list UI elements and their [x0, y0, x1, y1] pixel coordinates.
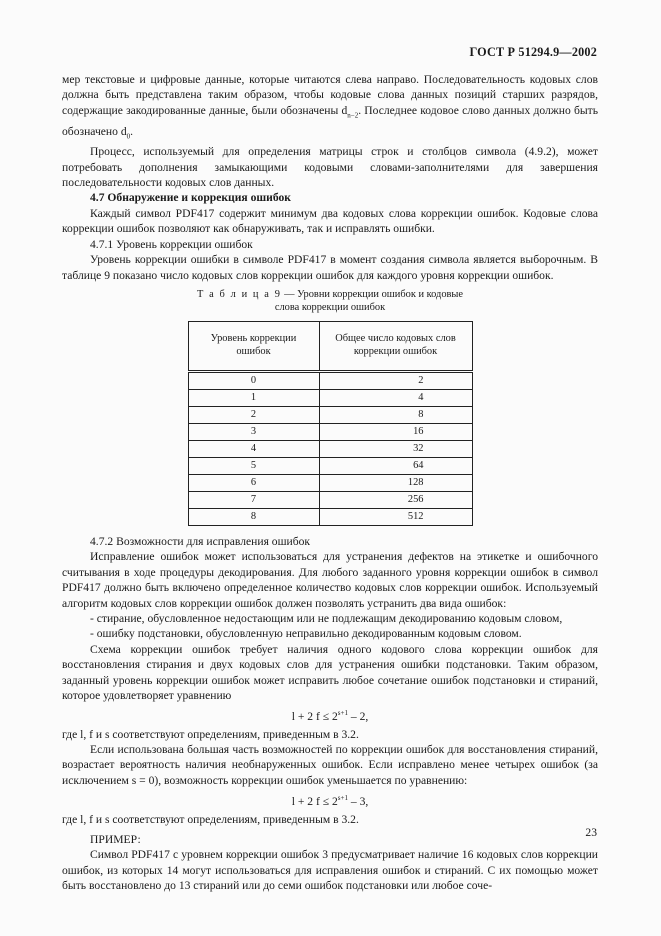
list-item-substitution: - ошибку подстановки, обусловленную неправильно декодированным кодовым словом. — [90, 627, 522, 641]
level-cell: 7 — [188, 491, 319, 508]
count-cell: 4 — [319, 389, 472, 406]
para1-mid: . Последнее кодовое слово данных должно быть обозначено d — [62, 103, 599, 138]
count-cell: 256 — [319, 491, 472, 508]
table-caption-line1: Т а б л и ц а 9 — Уровни коррекции ошибок и кодовые — [196, 288, 464, 300]
example-label: ПРИМЕР: — [90, 832, 141, 846]
table-row — [188, 406, 472, 423]
error-correction-table — [188, 321, 473, 526]
level-cell: 0 — [188, 371, 319, 389]
paragraph-correction: Исправление ошибок может использоваться для устранения дефектов на этикетке и ошибочного считывания в ходе процедуры декодирования. Для любого заданного уровня коррекции ошибок в символ PDF417 должно быть включено определенное количество кодовых слов коррекции ошибок. Используемый алгоритм кодовых слов коррекции ошибок должен позволять устранить два вида ошибок: — [62, 550, 598, 610]
table-row — [188, 423, 472, 440]
table-caption — [62, 288, 598, 314]
formula-1: l + 2 $f \le 2^{s+1} - 2$, — [291, 709, 369, 724]
subsection-heading-1: 4.7.1 Уровень коррекции ошибок — [90, 237, 253, 251]
count-cell: 512 — [319, 508, 472, 525]
para1-subscript-2: 0 — [126, 131, 131, 140]
para1-subscript: n−2 — [347, 111, 359, 120]
page-content — [62, 72, 598, 894]
count-cell: 2 — [319, 371, 472, 389]
count-cell: 16 — [319, 423, 472, 440]
count-cell: 32 — [319, 440, 472, 457]
table-body — [188, 371, 472, 525]
paragraph-capacity: Если использована большая часть возможностей по коррекции ошибок для восстановления стираний, возрастает вероятность наличия необнаруженных ошибок. Если исправлено менее четырех ошибок (за исключением s = 0), возможность коррекции ошибок уменьшается по уравнению: — [62, 743, 598, 787]
count-cell: 64 — [319, 457, 472, 474]
formula-2: l + 2 $f \le 2^{s+1} - 3$, — [291, 794, 369, 809]
table-row — [188, 474, 472, 491]
paragraph-continuation — [62, 72, 598, 144]
level-cell: 1 — [188, 389, 319, 406]
table-header-row — [188, 321, 472, 371]
column-header-count: Общее число кодовых слов коррекции ошибок — [319, 321, 472, 371]
section-heading: 4.7 Обнаружение и коррекция ошибок — [90, 191, 291, 205]
level-cell: 4 — [188, 440, 319, 457]
para1-text: мер текстовые и цифровые данные, которые читаются слева направо. Последовательность кодовых слов должна быть представлена таким образом, чтобы кодовые слова данных позиций старших разрядов, содержащие закодированные данные, были обозначены d — [62, 73, 598, 117]
level-cell: 8 — [188, 508, 319, 525]
table-row — [188, 508, 472, 525]
page-number: 23 — [585, 826, 597, 839]
formula-2-definition: где l, f и s соответствуют определениям, приведенным в 3.2. — [62, 812, 359, 826]
paragraph-scheme: Схема коррекции ошибок требует наличия одного кодового слова коррекции ошибок для восстановления стирания и двух кодовых слов для устранения ошибки подстановки. Таким образом, заданный уровень коррекции ошибок может исправить любое сочетание ошибок подстановки и стираний, которое удовлетворяет уравнению — [62, 642, 598, 702]
paragraph-process: Процесс, используемый для определения матрицы строк и столбцов символа (4.9.2), может потребовать дополнения замыкающими кодовыми словами-заполнителями для завершения последовательности кодовых слов данных. — [62, 145, 598, 190]
table-row — [188, 491, 472, 508]
formula-1-definition: где l, f и s соответствуют определениям, приведенным в 3.2. — [62, 727, 359, 741]
level-cell: 2 — [188, 406, 319, 423]
level-cell: 5 — [188, 457, 319, 474]
table-row — [188, 457, 472, 474]
level-cell: 6 — [188, 474, 319, 491]
count-cell: 8 — [319, 406, 472, 423]
column-header-level: Уровень коррекции ошибок — [188, 321, 319, 371]
para1-end: . — [130, 124, 134, 138]
level-cell: 3 — [188, 423, 319, 440]
paragraph-level: Уровень коррекции ошибки в символе PDF417 в момент создания символа является выборочным. В таблице 9 показано число кодовых слов коррекции ошибок для каждого уровня коррекции ошибок. — [62, 253, 598, 282]
paragraph-example: Символ PDF417 с уровнем коррекции ошибок 3 предусматривает наличие 16 кодовых слов коррекции ошибок, из которых 14 могут использоваться для исправления ошибок и стираний. С их помощью может быть восстановлено до 13 стираний или до семи ошибок подстановки или любое соче- — [62, 848, 598, 893]
paragraph-symbol: Каждый символ PDF417 содержит минимум два кодовых слова коррекции ошибок. Кодовые слова коррекции ошибок позволяют как обнаруживать, так и исправлять ошибки. — [62, 206, 598, 236]
count-cell: 128 — [319, 474, 472, 491]
table-row — [188, 440, 472, 457]
table-row — [188, 389, 472, 406]
document-header: ГОСТ Р 51294.9—2002 — [469, 45, 597, 59]
table-caption-line2: слова коррекции ошибок — [274, 301, 386, 313]
list-item-erasure: - стирание, обусловленное недостающим или не подлежащим декодированию кодовым словом, — [90, 611, 563, 625]
subsection-heading-2: 4.7.2 Возможности для исправления ошибок — [90, 534, 311, 548]
table-row — [188, 371, 472, 389]
